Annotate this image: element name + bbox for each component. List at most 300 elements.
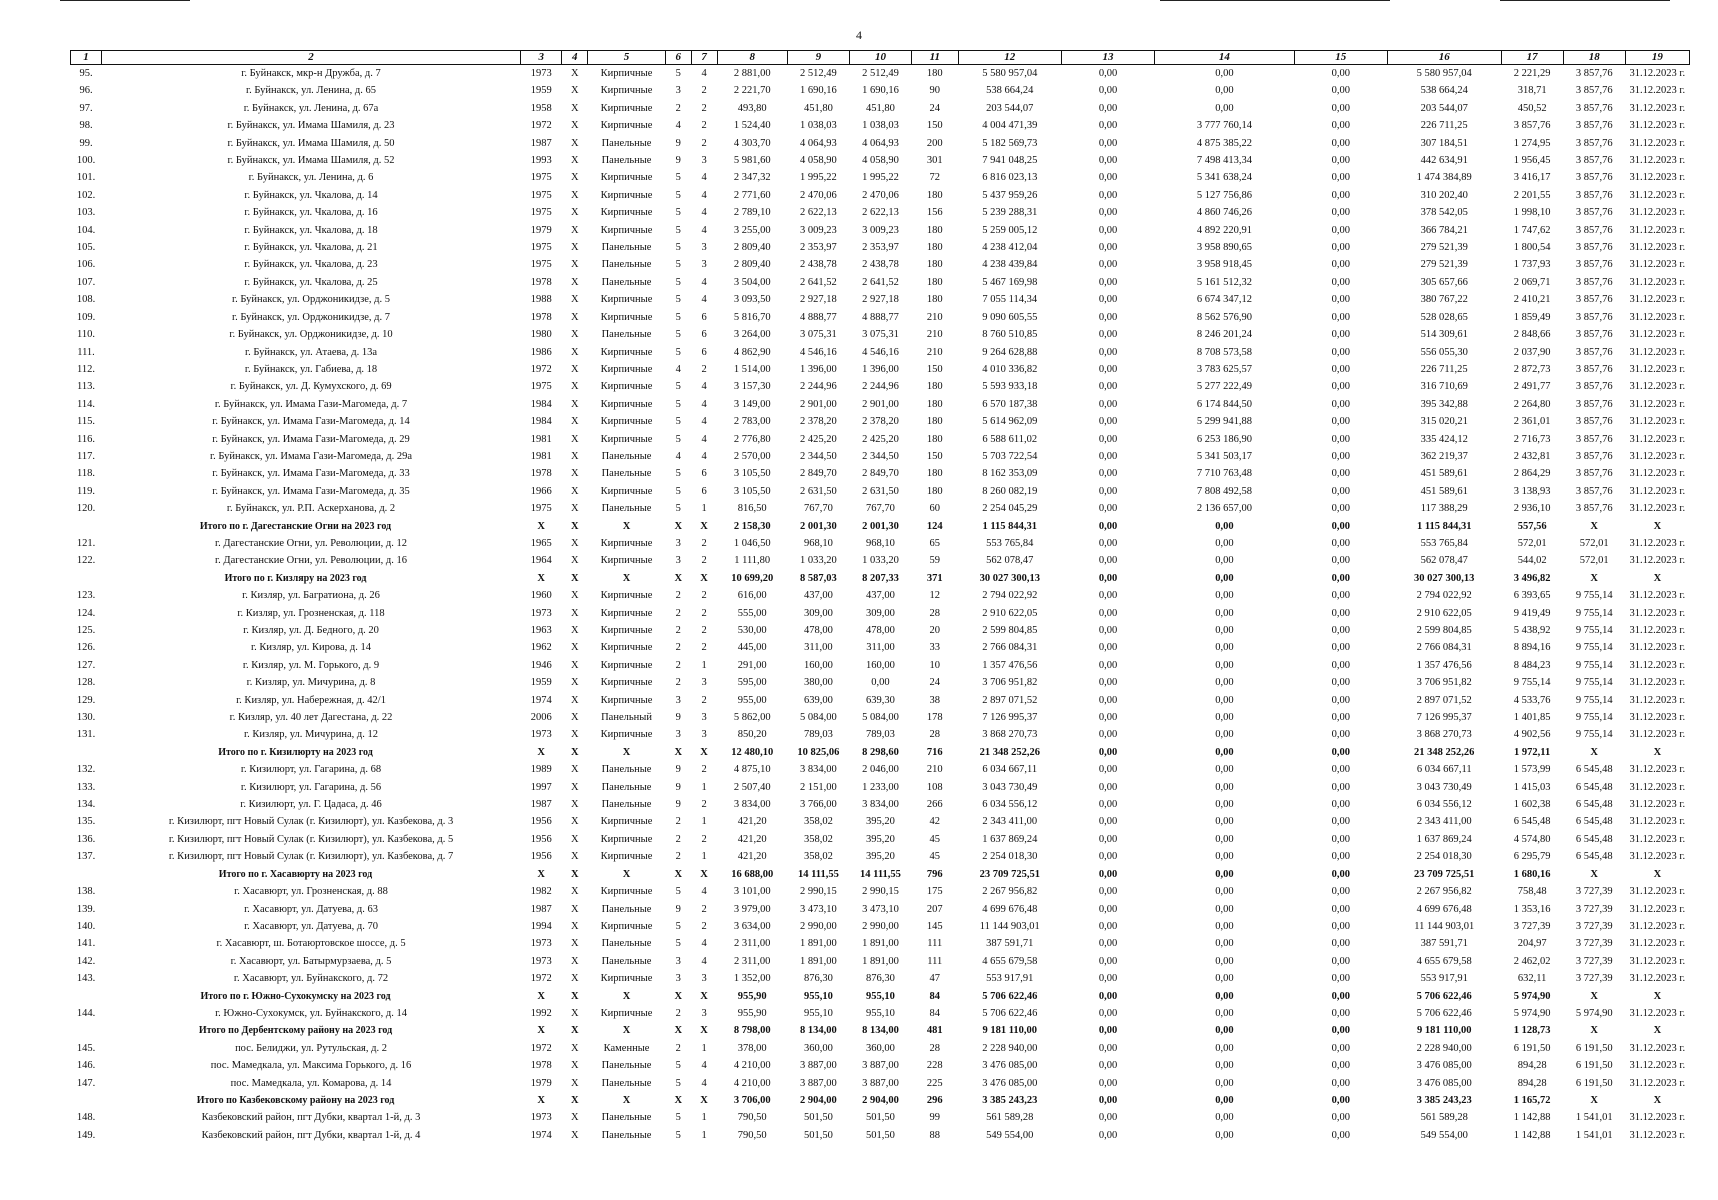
cell-col-6: 2 [675,625,681,636]
cell-col-9: 2 244,96 [800,381,837,393]
cell-col-7: 2 [701,625,707,636]
cell-col-6: 5 [675,276,681,288]
address-cell: г. Кизилюрт, пгт Новый Сулак (г. Кизилюрт), ул. Казбекова, д. 3 [168,816,454,828]
cell-col-11: 124 [926,520,943,532]
address-cell: г. Кизляр, ул. 40 лет Дагестана, д. 22 [229,712,393,724]
address-cell: г. Хасавюрт, ул. Грозненская, д. 88 [234,886,388,898]
row-number-cell: 140. [76,920,96,932]
cell-col-8: 4 303,70 [733,137,771,149]
cell-col-14: 3 783 625,57 [1196,363,1252,375]
cell-col-15: 0,00 [1331,363,1350,375]
cell-col-6: 5 [675,189,681,201]
cell-col-4: X [571,102,579,114]
address-cell: г. Буйнакск, ул. Чкалова, д. 14 [244,189,378,201]
row-number-cell: 96. [79,85,93,97]
cell-col-3: 1975 [530,503,552,515]
row-number-cell: 103. [76,207,96,219]
cell-col-18: 3 857,76 [1575,207,1613,219]
cell-col-17: 1 415,03 [1513,781,1551,793]
cell-col-13: 0,00 [1098,1025,1118,1037]
cell-col-10: 451,80 [866,102,895,114]
cell-col-19: 31.12.2023 г. [1629,625,1686,636]
cell-col-8: 2 881,00 [733,68,771,79]
table-row [71,135,1690,152]
cell-col-15: 0,00 [1331,1094,1350,1106]
cell-col-11: 716 [926,746,943,758]
table-row [71,935,1690,952]
cell-col-4: X [571,799,579,811]
table-row [71,674,1690,691]
cell-col-16: 279 521,39 [1420,242,1468,254]
cell-col-4: X [571,485,579,497]
cell-col-15: 0,00 [1331,137,1350,149]
cell-col-18: 3 857,76 [1575,85,1613,97]
address-cell: г. Хасавюрт, ул. Буйнакского, д. 72 [233,973,389,985]
cell-col-3: X [537,520,545,532]
cell-col-7: 6 [701,468,707,480]
address-cell: г. Буйнакск, ул. Имама Гази-Магомеда, д. 35 [212,485,410,497]
cell-col-12: 2 897 071,52 [982,694,1038,706]
cell-col-14: 0,00 [1215,1094,1234,1106]
cell-col-3: X [537,990,545,1002]
table-row [71,204,1690,221]
cell-col-11: 24 [929,102,941,114]
table-row [71,274,1690,291]
cell-col-13: 0,00 [1098,294,1118,306]
cell-col-5: X [622,868,631,880]
cell-col-12: 5 182 569,73 [982,137,1038,149]
address-cell: г. Буйнакск, ул. Имама Гази-Магомеда, д. 33 [212,468,410,480]
cell-col-18: 1 541,01 [1575,1129,1613,1141]
cell-col-19: 31.12.2023 г. [1629,1042,1686,1054]
cell-col-11: 28 [929,1042,941,1054]
cell-col-10: 3 075,31 [862,329,899,341]
cell-col-13: 0,00 [1098,712,1118,724]
cell-col-7: 6 [701,311,707,323]
cell-col-3: 1981 [530,450,552,462]
cell-col-15: 0,00 [1331,172,1350,184]
cell-col-12: 562 078,47 [986,555,1034,567]
cell-col-9: 380,00 [803,677,833,689]
cell-col-7: 2 [701,903,707,915]
row-number-cell: 129. [76,694,96,706]
cell-col-18: 3 857,76 [1575,224,1613,236]
cell-col-12: 30 027 300,13 [979,572,1040,584]
cell-col-10: 789,03 [866,729,895,741]
cell-col-10: 160,00 [866,659,895,671]
cell-col-18: 6 545,48 [1575,851,1613,863]
cell-col-3: 1959 [530,85,552,97]
cell-col-18: 3 857,76 [1575,172,1613,184]
cell-col-6: 2 [675,590,681,602]
table-row [71,1057,1690,1074]
cell-col-8: 3 105,50 [733,468,771,480]
cell-col-10: 311,00 [866,642,895,654]
cell-col-6: 5 [675,1060,681,1072]
cell-col-14: 0,00 [1215,642,1234,654]
cell-col-8: 3 634,00 [733,920,771,932]
cell-col-4: X [571,903,579,915]
cell-col-14: 0,00 [1215,1025,1234,1037]
cell-col-19: 31.12.2023 г. [1629,764,1686,776]
cell-col-14: 0,00 [1215,68,1234,79]
cell-col-13: 0,00 [1098,920,1118,932]
cell-col-8: 16 688,00 [731,868,774,880]
cell-col-16: 528 028,65 [1420,311,1468,323]
table-row [71,169,1690,186]
cell-col-19: 31.12.2023 г. [1629,485,1686,497]
address-cell: Казбековский район, пгт Дубки, квартал 1-й, д. 3 [201,1112,421,1124]
table-row [71,100,1690,117]
cell-col-4: X [571,781,579,793]
cell-col-7: 2 [701,920,707,932]
row-number-cell: 121. [76,537,96,549]
cell-col-8: 2 311,00 [734,955,771,967]
cell-col-18: 1 541,01 [1575,1112,1613,1124]
cell-col-10: 8 298,60 [862,746,899,758]
cell-col-7: 2 [701,799,707,811]
cell-col-6: X [674,868,683,880]
cell-col-6: 5 [675,311,681,323]
cell-col-4: X [571,659,579,671]
cell-col-9: 3 887,00 [800,1060,837,1072]
address-cell: г. Кизляр, ул. Кирова, д. 14 [251,642,371,654]
cell-col-16: 2 910 622,05 [1416,607,1472,619]
cell-col-13: 0,00 [1098,381,1118,393]
cell-col-8: 2 776,80 [733,433,771,445]
cell-col-13: 0,00 [1098,1060,1118,1072]
cell-col-13: 0,00 [1098,329,1118,341]
cell-col-13: 0,00 [1098,1129,1118,1141]
row-number-cell: 146. [76,1060,96,1072]
address-cell: г. Буйнакск, ул. Имама Шамиля, д. 52 [227,155,395,167]
column-header-2: 2 [102,51,521,65]
cell-col-6: 2 [675,816,681,828]
cell-col-15: 0,00 [1331,851,1350,863]
cell-col-14: 4 892 220,91 [1196,224,1252,236]
cell-col-7: X [700,520,708,532]
cell-col-14: 3 958 918,45 [1196,259,1252,271]
cell-col-13: 0,00 [1098,398,1118,410]
cell-col-8: 421,20 [737,833,767,845]
cell-col-19: 31.12.2023 г. [1629,468,1686,480]
cell-col-13: 0,00 [1098,903,1118,915]
cell-col-9: 1 033,20 [800,555,837,567]
cell-col-19: 31.12.2023 г. [1629,729,1686,741]
cell-col-3: 1975 [530,172,552,184]
cell-col-6: 9 [675,781,681,793]
cell-col-11: 88 [929,1129,941,1141]
subtotal-row [71,1092,1690,1109]
cell-col-12: 387 591,71 [986,938,1034,950]
cell-col-5: Кирпичные [600,1007,653,1019]
cell-col-6: 5 [675,398,681,410]
table-row [71,953,1690,970]
address-cell: г. Буйнакск, ул. Имама Гази-Магомеда, д. 7 [214,398,408,410]
cell-col-3: 1974 [530,694,552,706]
cell-col-4: X [571,537,579,549]
cell-col-4: X [571,450,579,462]
row-number-cell: 113. [77,381,96,393]
cell-col-17: 1 602,38 [1513,799,1551,811]
cell-col-8: 555,00 [737,607,767,619]
cell-col-6: 3 [675,955,681,967]
cell-col-11: 38 [929,694,941,706]
cell-col-13: 0,00 [1098,224,1118,236]
cell-col-14: 0,00 [1215,886,1234,898]
cell-col-6: 3 [675,729,681,741]
cell-col-4: X [571,398,579,410]
header-row [71,51,1690,65]
cell-col-17: 1 128,73 [1513,1025,1551,1037]
cell-col-18: 3 857,76 [1575,450,1613,462]
address-cell: г. Кизляр, ул. М. Горького, д. 9 [242,659,380,671]
address-cell: г. Буйнакск, ул. Чкалова, д. 25 [244,276,378,288]
cell-col-11: 150 [926,120,943,132]
cell-col-14: 0,00 [1215,572,1234,584]
cell-col-12: 3 706 951,82 [982,677,1038,689]
cell-col-5: X [622,572,631,584]
cell-col-9: 1 396,00 [800,363,837,375]
row-number-cell: 101. [76,172,96,184]
cell-col-18: X [1590,868,1598,880]
cell-col-5: Кирпичные [600,886,653,898]
cell-col-9: 3 766,00 [800,799,837,811]
cell-col-12: 2 267 956,82 [982,886,1038,898]
cell-col-3: 1965 [530,537,552,549]
cell-col-11: 180 [926,224,943,236]
cell-col-4: X [571,973,579,985]
cell-col-10: 395,20 [866,816,895,828]
cell-col-5: Кирпичные [600,416,653,428]
cell-col-15: 0,00 [1331,329,1350,341]
cell-col-12: 2 794 022,92 [982,590,1038,602]
cell-col-5: Панельный [601,712,652,724]
cell-col-15: 0,00 [1331,1112,1350,1124]
cell-col-8: 790,50 [737,1129,767,1141]
cell-col-14: 0,00 [1215,677,1234,689]
cell-col-6: X [674,1025,683,1037]
cell-col-11: 28 [929,729,941,741]
cell-col-19: 31.12.2023 г. [1629,537,1686,549]
cell-col-10: 4 888,77 [862,311,899,323]
cell-col-6: 5 [675,207,681,219]
cell-col-6: 9 [675,137,681,149]
row-number-cell: 138. [76,886,96,898]
cell-col-7: 4 [701,68,707,79]
cell-col-6: 9 [675,903,681,915]
cell-col-17: 4 902,56 [1513,729,1551,741]
cell-col-16: 1 637 869,24 [1416,833,1472,845]
cell-col-19: 31.12.2023 г. [1629,555,1686,567]
table-row [71,82,1690,99]
row-number-cell: 148. [76,1112,96,1124]
cell-col-9: 968,10 [803,537,833,549]
cell-col-12: 8 162 353,09 [982,468,1038,480]
cell-col-18: 9 755,14 [1575,694,1613,706]
cell-col-16: 4 699 676,48 [1416,903,1472,915]
row-number-cell: 149. [76,1129,96,1141]
cell-col-13: 0,00 [1098,816,1118,828]
cell-col-14: 0,00 [1215,781,1234,793]
cell-col-14: 8 562 576,90 [1196,311,1252,323]
cell-col-9: 501,50 [803,1129,833,1141]
cell-col-12: 9 264 628,88 [982,346,1038,358]
cell-col-9: 311,00 [804,642,833,654]
cell-col-7: X [700,572,708,584]
table-row [71,65,1690,83]
cell-col-11: 225 [926,1077,943,1089]
cell-col-10: 3 887,00 [862,1060,899,1072]
cell-col-19: X [1653,868,1662,880]
cell-col-13: 0,00 [1098,311,1118,323]
cell-col-4: X [571,955,579,967]
cell-col-10: 2 849,70 [862,468,899,480]
cell-col-19: 31.12.2023 г. [1629,938,1686,950]
cell-col-8: 2 783,00 [733,416,771,428]
subtotal-label: Итого по г. Южно-Сухокумску на 2023 год [200,990,391,1002]
cell-col-4: X [571,172,579,184]
cell-col-17: 2 410,21 [1513,294,1551,306]
cell-col-4: X [571,990,579,1002]
subtotal-row [71,570,1690,587]
cell-col-15: 0,00 [1331,537,1350,549]
cell-col-16: 315 020,21 [1420,416,1468,428]
cell-col-5: Панельные [601,468,652,480]
cell-col-18: 3 857,76 [1575,416,1613,428]
column-header-5: 5 [588,51,666,65]
cell-col-5: Кирпичные [600,294,653,306]
cell-col-6: 3 [675,85,681,97]
cell-col-13: 0,00 [1098,520,1118,532]
cell-col-19: 31.12.2023 г. [1629,607,1686,619]
cell-col-9: 14 111,55 [797,868,839,880]
cell-col-14: 0,00 [1215,729,1234,741]
cell-col-4: X [571,712,579,724]
cell-col-12: 4 010 336,82 [982,363,1038,375]
column-header-13: 13 [1061,51,1154,65]
address-cell: г. Хасавюрт, ул. Батырмурзаева, д. 5 [230,955,392,967]
table-row [71,187,1690,204]
cell-col-8: 3 105,50 [733,485,771,497]
row-number-cell: 105. [76,242,96,254]
subtotal-row [71,1022,1690,1039]
column-header-12: 12 [958,51,1061,65]
cell-col-10: 2 622,13 [862,207,899,219]
cell-col-3: 1987 [530,799,552,811]
cell-col-19: 31.12.2023 г. [1629,137,1686,149]
cell-col-17: 2 221,29 [1513,68,1551,79]
cell-col-15: 0,00 [1331,729,1350,741]
cell-col-5: Кирпичные [600,555,653,567]
cell-col-16: 1 474 384,89 [1416,172,1472,184]
cell-col-18: 3 857,76 [1575,189,1613,201]
cell-col-11: 10 [929,659,941,671]
cell-col-11: 180 [926,276,943,288]
cell-col-4: X [571,503,579,515]
cell-col-4: X [571,207,579,219]
cell-col-5: Кирпичные [600,311,653,323]
cell-col-13: 0,00 [1098,450,1118,462]
cell-col-7: 4 [701,1060,707,1072]
cell-col-15: 0,00 [1331,468,1350,480]
cell-col-5: Кирпичные [600,816,653,828]
cell-col-9: 2 512,49 [800,68,837,79]
cell-col-5: Кирпичные [600,973,653,985]
cell-col-4: X [571,764,579,776]
cell-col-13: 0,00 [1098,155,1118,167]
cell-col-15: 0,00 [1331,973,1350,985]
cell-col-15: 0,00 [1331,381,1350,393]
cell-col-10: 2 378,20 [862,416,899,428]
cell-col-11: 266 [926,799,943,811]
cell-col-11: 180 [926,68,943,79]
cell-col-8: 4 210,00 [733,1077,771,1089]
cell-col-12: 2 599 804,85 [982,625,1038,636]
cell-col-5: Кирпичные [600,172,653,184]
cell-col-5: X [622,1025,631,1037]
cell-col-3: 1974 [530,1129,552,1141]
cell-col-18: X [1590,1025,1598,1037]
cell-col-8: 3 157,30 [733,381,771,393]
cell-col-14: 0,00 [1215,85,1234,97]
table-row [71,883,1690,900]
cell-col-6: 5 [675,1129,681,1141]
address-cell: г. Кизилюрт, ул. Гагарина, д. 56 [240,781,382,793]
cell-col-3: X [537,868,545,880]
cell-col-17: 4 574,80 [1513,833,1551,845]
cell-col-3: 1986 [530,346,552,358]
cell-col-19: 31.12.2023 г. [1629,903,1686,915]
cell-col-10: 2 512,49 [862,68,899,79]
cell-col-3: 1978 [530,468,552,480]
cell-col-7: 4 [701,450,707,462]
cell-col-17: 2 037,90 [1513,346,1551,358]
table-row [71,709,1690,726]
cell-col-19: X [1653,746,1662,758]
column-header-15: 15 [1294,51,1387,65]
cell-col-4: X [571,294,579,306]
cell-col-19: 31.12.2023 г. [1629,433,1686,445]
table-row [71,1109,1690,1126]
cell-col-17: 3 857,76 [1513,120,1551,132]
cell-col-9: 360,00 [803,1042,833,1054]
top-rule-far-right [1500,0,1670,1]
cell-col-16: 30 027 300,13 [1414,572,1475,584]
cell-col-15: 0,00 [1331,955,1350,967]
cell-col-10: 4 058,90 [862,155,899,167]
cell-col-15: 0,00 [1331,311,1350,323]
cell-col-18: 3 857,76 [1575,294,1613,306]
cell-col-12: 6 816 023,13 [982,172,1038,184]
cell-col-16: 3 706 951,82 [1416,677,1472,689]
cell-col-15: 0,00 [1331,886,1350,898]
cell-col-13: 0,00 [1098,781,1118,793]
cell-col-8: 3 834,00 [733,799,771,811]
cell-col-13: 0,00 [1098,468,1118,480]
cell-col-6: 2 [675,833,681,845]
cell-col-10: 0,00 [871,677,890,689]
cell-col-3: 1956 [530,851,552,863]
row-number-cell: 143. [76,973,96,985]
cell-col-3: 1987 [530,137,552,149]
cell-col-13: 0,00 [1098,973,1118,985]
cell-col-7: 3 [701,677,707,689]
cell-col-3: 1973 [530,607,552,619]
cell-col-13: 0,00 [1098,276,1118,288]
cell-col-4: X [571,677,579,689]
address-cell: г. Дагестанские Огни, ул. Революции, д. 12 [215,537,407,549]
